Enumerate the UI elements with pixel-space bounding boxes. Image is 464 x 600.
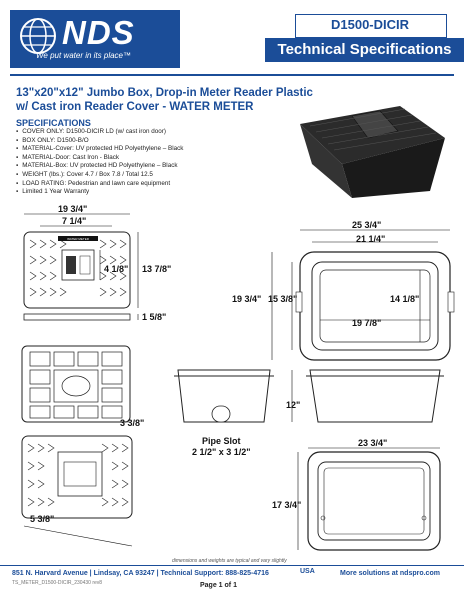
- spec-item: ▪ MATERIAL-Cover: UV protected HD Polyethylene – Black: [16, 145, 183, 154]
- footer-revision: TS_METER_D1500-DICIR_230430 rev8: [12, 580, 103, 586]
- spec-item: ▪ BOX ONLY: D1500-B/O: [16, 137, 183, 146]
- water-meter-label: WATER METER: [67, 237, 89, 241]
- dim-label: 19 3/4": [58, 204, 88, 214]
- dim-label: 17 3/4": [272, 500, 302, 510]
- product-code: D1500-DICIR: [330, 17, 410, 32]
- spec-item: ▪ MATERIAL-Box: UV protected HD Polyethylene – Black: [16, 162, 183, 171]
- footer-note: dimensions and weights are typical and vary slightly: [172, 558, 287, 564]
- box-top-view: [296, 252, 454, 360]
- spec-item: ▪ COVER ONLY: D1500-DICIR LD (w/ cast iron door): [16, 128, 183, 137]
- footer-divider: [0, 565, 464, 566]
- footer-address: 851 N. Harvard Avenue | Lindsay, CA 93247 | Technical Support: 888-825-4716: [12, 570, 269, 577]
- product-photo: [280, 86, 450, 201]
- footer-website-link[interactable]: More solutions at ndspro.com: [340, 570, 440, 577]
- doc-type: Technical Specifications: [277, 41, 452, 58]
- dim-label: 25 3/4": [352, 220, 382, 230]
- cover-side-view: [24, 314, 130, 320]
- dim-label: 15 3/8": [268, 294, 298, 304]
- dim-label: 1 5/8": [142, 312, 167, 322]
- dim-label: 7 1/4": [62, 216, 87, 226]
- pipe-slot-size: 2 1/2" x 3 1/2": [192, 447, 251, 457]
- dim-label: 14 1/8": [390, 294, 420, 304]
- cover-detail-view: [22, 436, 132, 518]
- brand-name: NDS: [62, 14, 135, 51]
- box-side-view: [310, 370, 440, 422]
- spec-item: ▪ MATERIAL-Door: Cast Iron - Black: [16, 154, 183, 163]
- drawings: [0, 200, 464, 560]
- dim-label: 13 7/8": [142, 264, 172, 274]
- spec-item: ▪ Limited 1 Year Warranty: [16, 188, 183, 197]
- page-number: Page 1 of 1: [200, 582, 237, 589]
- dim-label: 5 3/8": [30, 514, 55, 524]
- brand-tagline: We put water in its place™: [36, 51, 132, 60]
- product-title-line2: w/ Cast iron Reader Cover - WATER METER: [16, 101, 254, 113]
- specs-list: [16, 128, 183, 197]
- dim-label: 19 7/8": [352, 318, 382, 328]
- cover-underside-view: [22, 346, 130, 422]
- specs-heading: SPECIFICATIONS: [16, 118, 91, 128]
- dim-label: 3 3/8": [120, 418, 145, 428]
- box-bottom-view: [308, 452, 440, 550]
- spec-item: ▪ LOAD RATING: Pedestrian and lawn care equipment: [16, 180, 183, 189]
- dim-label: 12": [286, 400, 301, 410]
- dim-label: 21 1/4": [356, 234, 386, 244]
- dim-label: 4 1/8": [104, 264, 129, 274]
- pipe-slot-label: Pipe Slot: [202, 436, 241, 446]
- spec-item: ▪ WEIGHT (lbs.): Cover 4.7 / Box 7.8 / Total 12.5: [16, 171, 183, 180]
- dim-label: 23 3/4": [358, 438, 388, 448]
- made-in-usa-badge: USA: [300, 568, 315, 575]
- header-divider: [10, 74, 454, 76]
- dim-label: 19 3/4": [232, 294, 262, 304]
- globe-icon: [18, 16, 58, 56]
- product-title-line1: 13"x20"x12" Jumbo Box, Drop-in Meter Reader Plastic: [16, 87, 313, 99]
